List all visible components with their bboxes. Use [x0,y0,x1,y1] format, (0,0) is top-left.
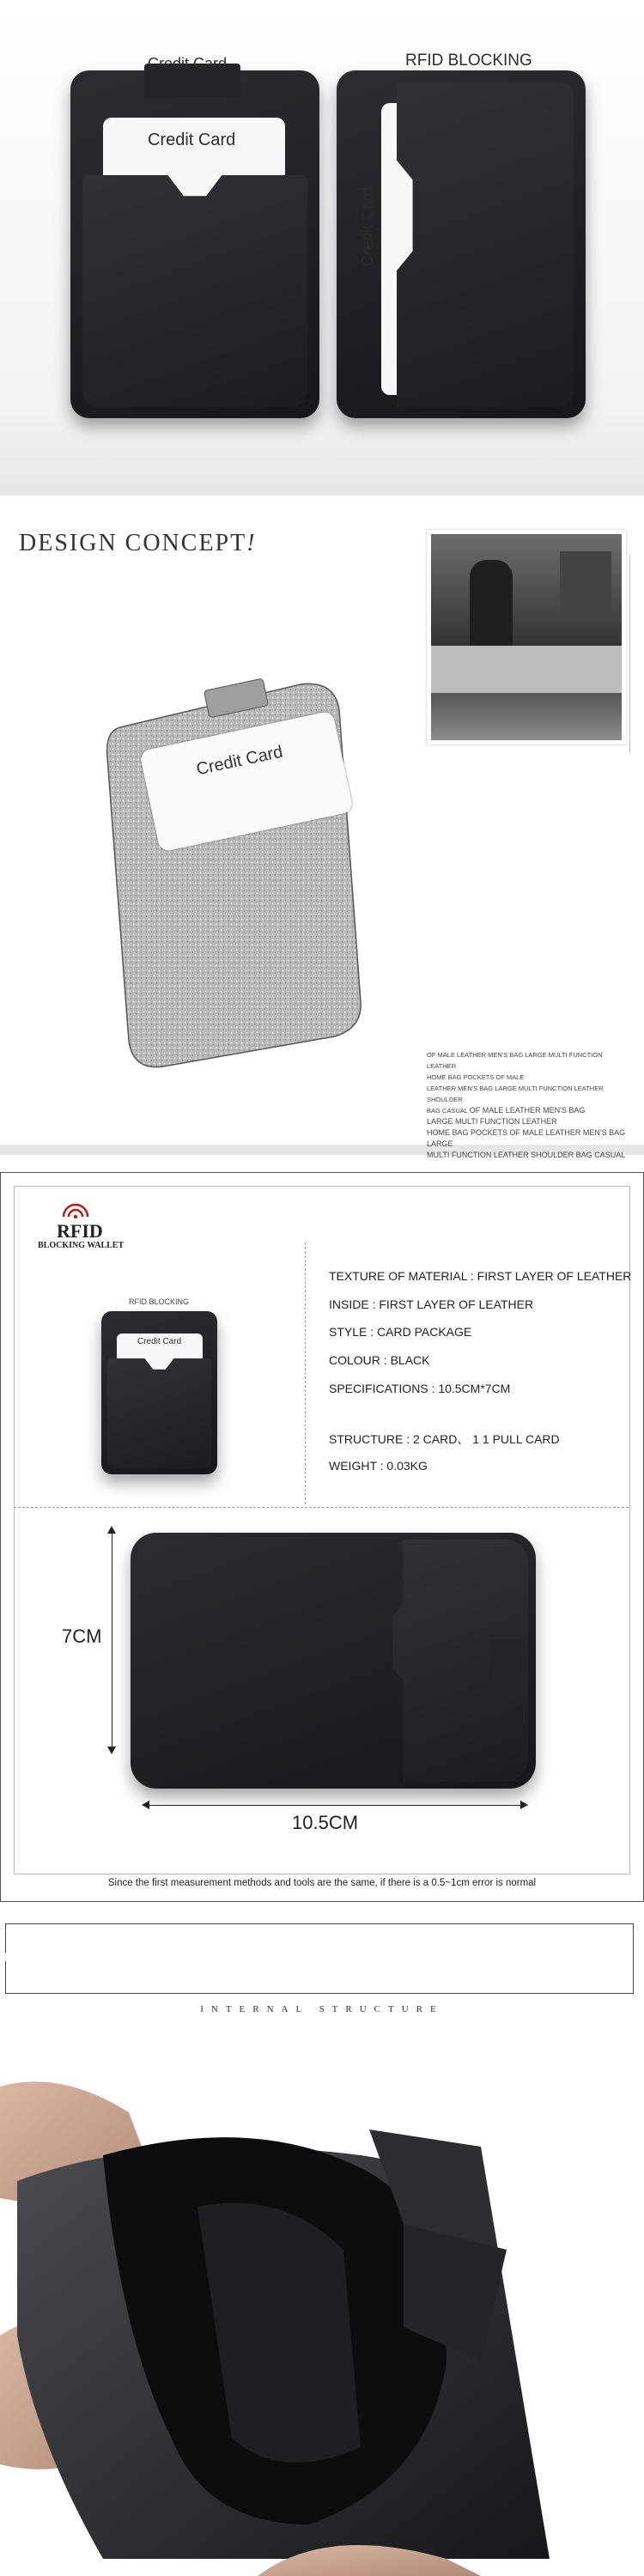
measured-pull-tab [489,1640,527,1700]
front-pocket [82,175,307,407]
spec-structure: STRUCTURE : 2 CARD、 1 1 PULL CARD [329,1432,560,1446]
width-arrow-line [146,1805,524,1806]
wifi-signal-icon [58,1200,93,1218]
desc-line: LARGE MULTI FUNCTION LEATHER [427,1117,557,1126]
desc-line: OF MALE LEATHER MEN'S BAG LARGE MULTI FUNCTION LEATHER [427,1051,603,1070]
wall-shelf [560,551,611,620]
spec-inside: INSIDE : FIRST LAYER OF LEATHER [329,1297,534,1311]
desc-line: LEATHER MEN'S BAG LARGE MULTI FUNCTION LEATHER SHOULDER [427,1084,604,1103]
blocking-wallet-logo: BLOCKING WALLET [38,1241,125,1250]
frame-gap [5,1953,6,1961]
spec-wallet-image [101,1311,217,1474]
spec-colour: COLOUR : BLACK [329,1353,430,1367]
vertical-divider [305,1242,307,1504]
desc-line: HOME BAG POCKETS OF MALE LEATHER MEN'S BAG LARGE [427,1128,626,1148]
spec-material: TEXTURE OF MATERIAL : FIRST LAYER OF LEATHER [329,1269,632,1283]
spec-wallet-top-text: RFID BLOCKING [129,1297,190,1306]
photo-edge-line [629,556,630,753]
desc-line: MULTI FUNCTION LEATHER SHOULDER BAG CASUAL [427,1151,626,1159]
hero-section [0,0,644,485]
measurement-note: Since the first measurement methods and tools are the same, if there is a 0.5~1cm error is normal [107,1878,537,1888]
spec-wallet-card-text: Credit Card [137,1337,182,1346]
internal-title: INTERNAL STRUCTURE [200,2004,444,2014]
rfid-blocking-heading: RFID BLOCKING [405,52,532,70]
arrow-left-icon [142,1801,149,1809]
height-label: 7CM [62,1625,102,1647]
desc-line: HOME BAG POCKETS OF MALE [427,1073,525,1081]
sketch-card-label: Credit Card [194,742,285,780]
spec-weight: WEIGHT : 0.03KG [329,1459,428,1473]
design-description [427,1049,633,1161]
arrow-up-icon [107,1526,116,1534]
measured-wallet-image [131,1533,536,1789]
workbench [431,646,622,693]
spec-style: STYLE : CARD PACKAGE [329,1325,472,1339]
internal-photo-section [0,2078,644,2576]
spec-wallet-pocket [107,1358,211,1468]
horizontal-divider [14,1507,629,1508]
internal-frame [5,1923,634,1994]
back-card-label: Credit Card [359,186,376,266]
open-wallet-photo [0,2078,644,2576]
internal-structure-header [0,1872,644,2069]
arrow-right-icon [520,1801,528,1809]
craftsman-photo-frame [427,530,626,744]
back-pocket [397,82,574,407]
specs-section [0,1172,644,1928]
width-label: 10.5CM [292,1812,359,1833]
desc-line: BAG CASUAL OF MALE LEATHER MEN'S BAG [427,1106,586,1115]
rfid-logo: RFID [57,1220,103,1242]
design-title: DESIGN CONCEPT! [19,530,257,556]
spec-dimensions: SPECIFICATIONS : 10.5CM*7CM [329,1382,511,1395]
front-tag-label: Credit Card [148,55,228,72]
design-concept-section [0,485,644,1159]
arrow-down-icon [107,1747,116,1754]
craftsman-figure [470,560,513,654]
front-wallet-image [70,70,319,418]
craftsman-photo [431,534,622,740]
front-card-label: Credit Card [148,131,236,149]
